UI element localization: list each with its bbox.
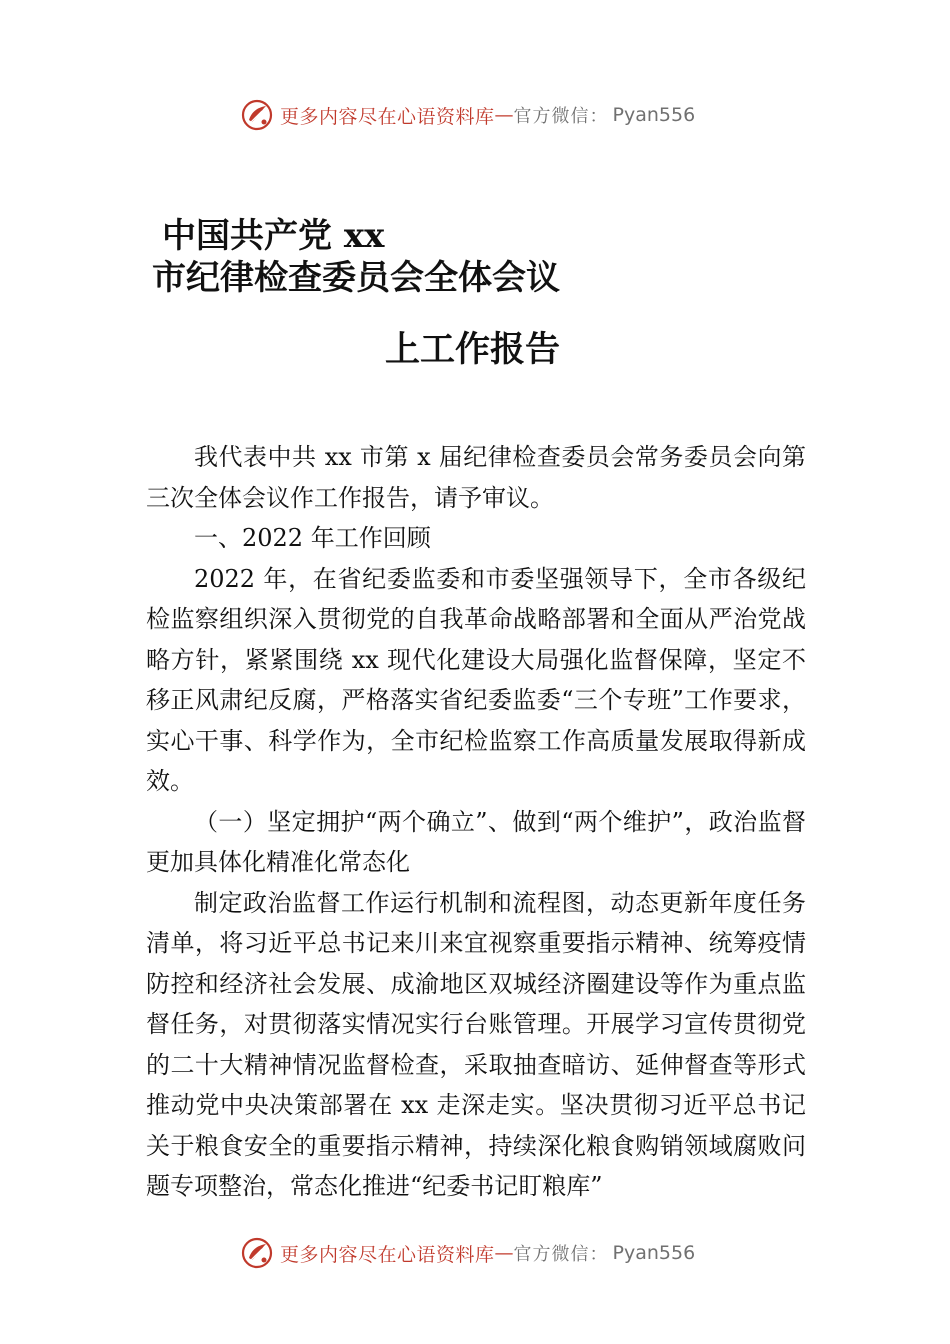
banner-wechat-label: 官方微信： — [513, 1244, 609, 1265]
subsection-heading: （一）坚定拥护“两个确立”、做到“两个维护”，政治监督更加具体化精准化常态化 — [146, 807, 806, 876]
banner-dash: — — [494, 1242, 514, 1264]
header-banner — [240, 95, 695, 135]
paragraph-supervision: 制定政治监督工作运行机制和流程图，动态更新年度任务清单，将习近平总书记来川来宜视察重要指示精神、统筹疫情防控和经济社会发展、成渝地区双城经济圈建设等作为重点监督任务，对贯彻落实情况实行台账管理。开展学习宣传贯彻党的二十大精神情况监督检查，采取抽查暗访、延伸督查等形式推动党中央决策部署在 xx 走深走实。坚决贯彻习近平总书记关于粮食安全的重要指示精神，持续深化粮食购销领域腐败问题专项整治，常态化推进“纪委书记盯粮库” — [146, 888, 806, 1200]
banner-red-text: 更多内容尽在心语资料库 — [280, 1243, 495, 1266]
paragraph-intro: 我代表中共 xx 市第 x 届纪律检查委员会常务委员会向第三次全体会议作工作报告，请予审议。 — [146, 443, 806, 512]
section-heading: 一、2022 年工作回顾 — [194, 524, 431, 552]
paragraph-review: 2022 年，在省纪委监委和市委坚强领导下，全市各级纪检监察组织深入贯彻党的自我革命战略部署和全面从严治党战略方针，紧紧围绕 xx 现代化建设大局强化监督保障，坚定不移正风肃纪反腐，严格落实省纪委监委“三个专班”工作要求，实心干事、科学作为，全市纪检监察工作高质量发展取得新成效。 — [146, 564, 806, 795]
logo-icon — [240, 98, 274, 132]
banner-wechat-id: Pyan556 — [612, 1242, 696, 1264]
title-line-2: 市纪律检查委员会全体会议 — [152, 258, 560, 298]
title-line-3: 上工作报告 — [385, 329, 561, 370]
banner-wechat-id: Pyan556 — [612, 104, 696, 126]
logo-icon — [240, 1236, 274, 1270]
title-line-1: 中国共产党 xx — [162, 216, 385, 256]
banner-red-text: 更多内容尽在心语资料库 — [280, 105, 495, 128]
banner-wechat-label: 官方微信： — [513, 106, 609, 127]
body-text — [146, 437, 806, 1207]
footer-banner — [240, 1233, 695, 1273]
banner-dash: — — [494, 104, 514, 126]
